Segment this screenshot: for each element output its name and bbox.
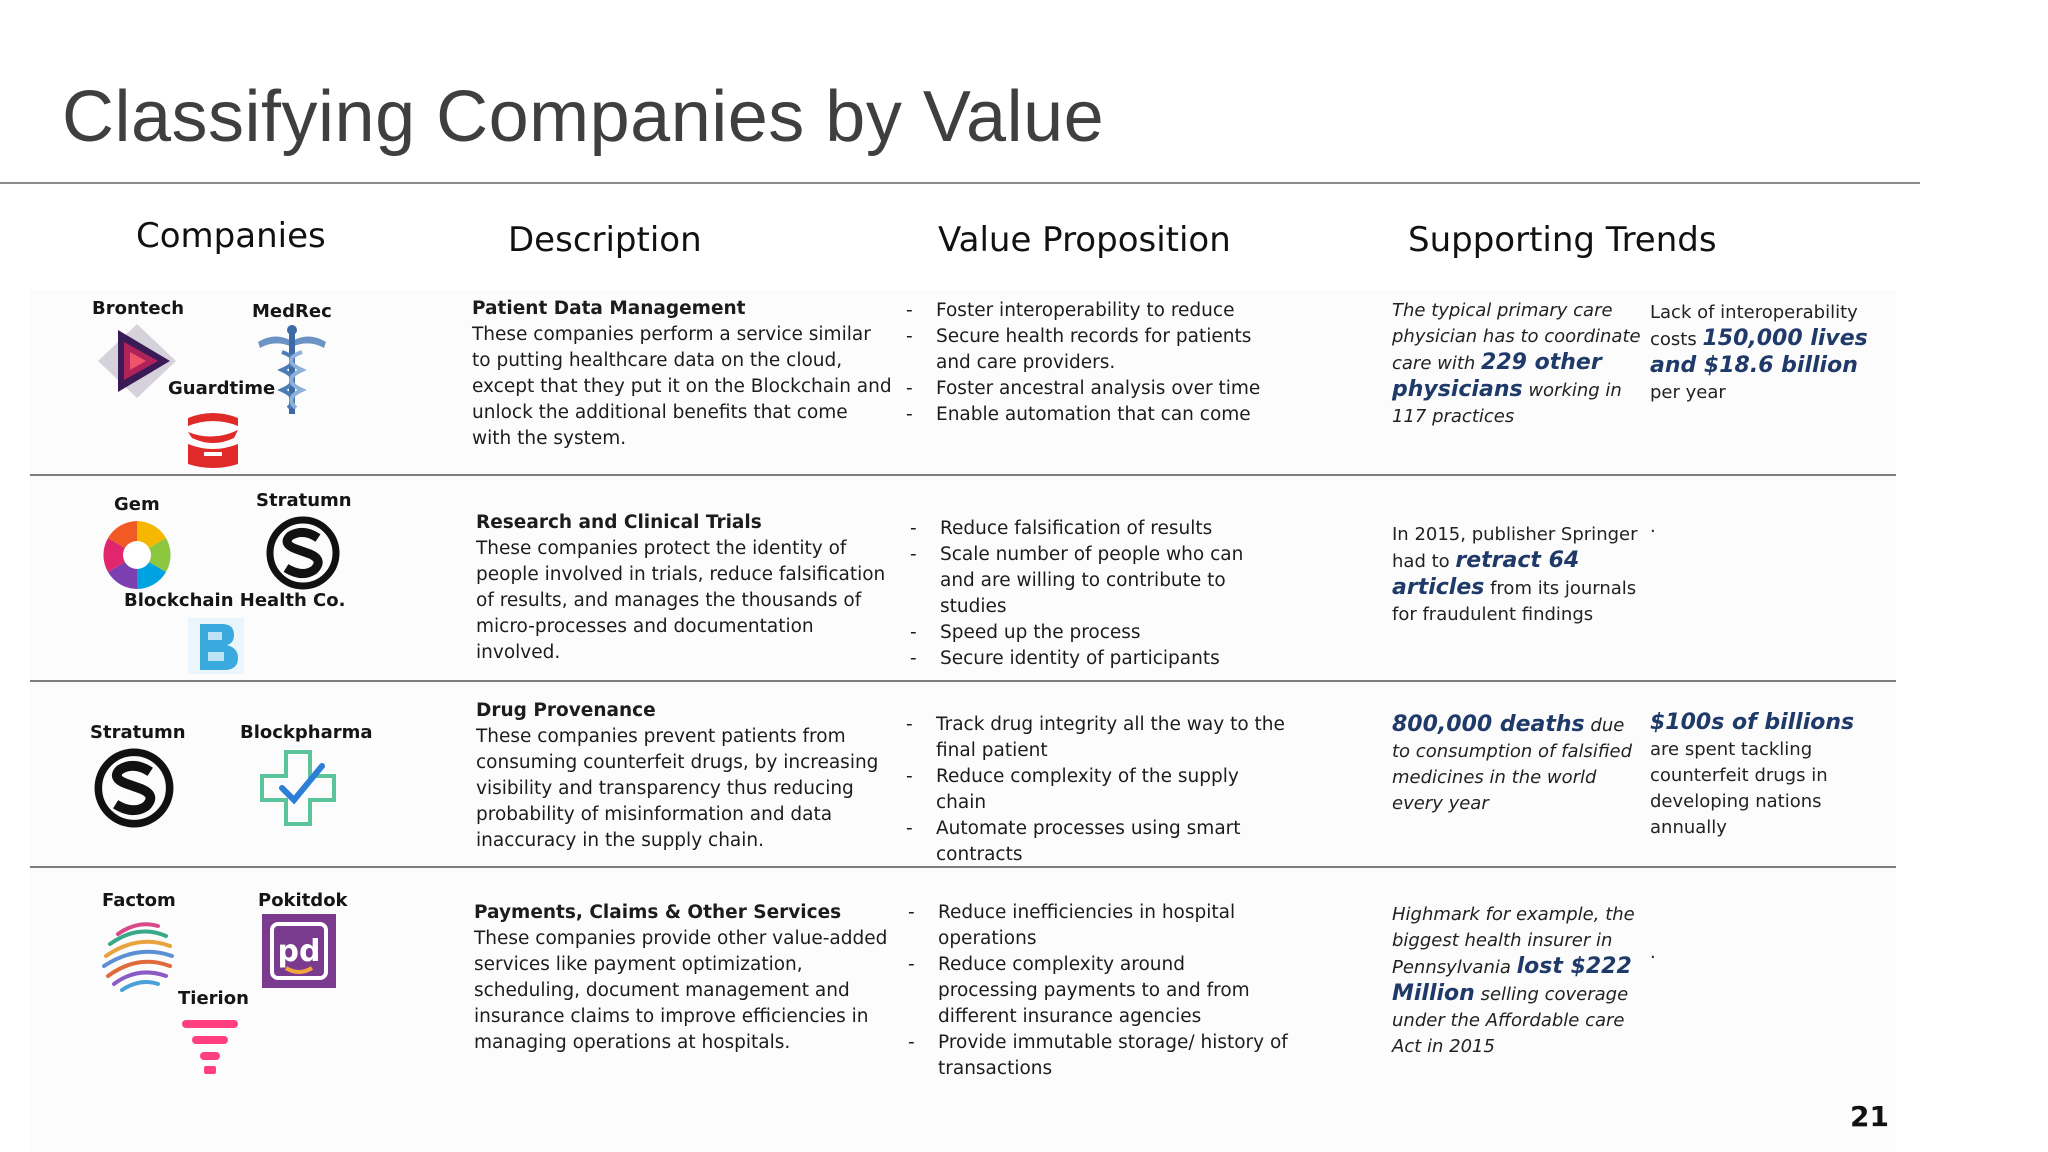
supporting-trend — [1392, 902, 1642, 1060]
description-title: Patient Data Management — [472, 298, 746, 319]
supporting-trend — [1392, 712, 1642, 817]
blockpharma-logo — [258, 748, 338, 828]
trend-text: Lack of interoperability costs — [1650, 302, 1858, 350]
stratumn-logo — [266, 516, 340, 590]
list-item: - Automate processes using smart contracts — [906, 816, 1286, 868]
gem-logo — [102, 520, 172, 590]
list-item: - Reduce complexity of the supply chain — [906, 764, 1286, 816]
slide-title: Classifying Companies by Value — [62, 77, 1105, 157]
trend-text: per year — [1650, 382, 1726, 403]
trend-highlight: retract 64 articles — [1392, 548, 1580, 600]
svg-text:pd: pd — [277, 934, 321, 969]
trend-highlight: 150,000 lives and $18.6 billion — [1650, 326, 1868, 378]
description-body: These companies protect the identity of people involved in trials, reduce falsification of results, and manages the thousands of micro-processes and documentation involved. — [476, 538, 886, 663]
supporting-trend — [1650, 710, 1880, 841]
supporting-trend — [1392, 298, 1642, 430]
page-number: 21 — [1850, 1100, 1889, 1133]
description-body: These companies prevent patients from consuming counterfeit drugs, by increasing visibility and transparency thus reducing probability of misinformation and data inaccuracy in the supply chain. — [476, 726, 879, 851]
company-name: Factom — [102, 890, 176, 911]
header-supporting-trends: Supporting Trends — [1408, 220, 1717, 260]
supporting-trend: . — [1650, 942, 1656, 963]
trend-text: from its journals for fraudulent findings — [1392, 578, 1637, 625]
header-description: Description — [508, 220, 702, 260]
supporting-trend: . — [1650, 516, 1656, 537]
header-companies: Companies — [136, 216, 326, 256]
company-name: Stratumn — [256, 490, 352, 511]
company-name: Pokitdok — [258, 890, 348, 911]
list-item: - Reduce inefficiencies in hospital operations — [908, 900, 1288, 952]
trend-text: Highmark for example, the biggest health insurer in Pennsylvania — [1392, 904, 1635, 978]
guardtime-logo — [184, 410, 242, 468]
list-item: - Track drug integrity all the way to the final patient — [906, 712, 1286, 764]
company-name: Gem — [114, 494, 160, 515]
list-item: - Reduce falsification of results — [910, 516, 1280, 542]
description-cell — [476, 698, 896, 854]
trend-text: In 2015, publisher Springer had to — [1392, 524, 1638, 572]
trend-highlight: lost $222 Million — [1392, 954, 1632, 1006]
tierion-logo — [180, 1016, 240, 1076]
description-body: These companies provide other value-added services like payment optimization, scheduling, document management and insurance claims to improve efficiencies in managing operations at hospitals. — [474, 928, 888, 1053]
description-body: These companies perform a service similar to putting healthcare data on the cloud, except that they put it on the Blockchain and unlock the additional benefits that come with the system. — [472, 324, 892, 449]
medrec-caduceus-icon — [254, 324, 330, 416]
description-cell — [476, 510, 896, 666]
trend-text: selling coverage under the Affordable care Act in 2015 — [1392, 984, 1629, 1057]
pokitdok-logo — [262, 914, 336, 988]
supporting-trend — [1392, 522, 1642, 628]
list-item: - Speed up the process — [910, 620, 1280, 646]
value-proposition-list — [906, 298, 1286, 428]
value-proposition-list — [910, 516, 1280, 672]
description-cell — [472, 296, 892, 452]
brontech-logo — [96, 322, 178, 400]
trend-highlight: $100s of billions — [1650, 710, 1855, 735]
list-item: - Enable automation that can come — [906, 402, 1286, 428]
company-name: MedRec — [252, 301, 332, 322]
company-name: Stratumn — [90, 722, 186, 743]
trend-text: The typical primary care physician has to coordinate care with — [1392, 300, 1641, 374]
list-item: - Foster ancestral analysis over time — [906, 376, 1286, 402]
description-title: Research and Clinical Trials — [476, 512, 762, 533]
list-item: - Provide immutable storage/ history of transactions — [908, 1030, 1288, 1082]
supporting-trend — [1650, 300, 1870, 406]
header-value-proposition: Value Proposition — [938, 220, 1231, 260]
value-proposition-list — [906, 712, 1286, 868]
trend-highlight: 229 other physicians — [1392, 350, 1602, 402]
description-title: Payments, Claims & Other Services — [474, 902, 842, 923]
company-name: Blockpharma — [240, 722, 373, 743]
trend-text: due to consumption of falsified medicines in the world every year — [1392, 715, 1633, 814]
blockchain-health-logo — [188, 618, 244, 674]
value-proposition-list — [908, 900, 1288, 1082]
company-name: Guardtime — [168, 378, 276, 399]
company-name: Brontech — [92, 298, 185, 319]
description-title: Drug Provenance — [476, 700, 656, 721]
factom-logo — [96, 916, 180, 996]
list-item: - Scale number of people who can and are willing to contribute to studies — [910, 542, 1280, 620]
list-item: - Secure health records for patients and care providers. — [906, 324, 1286, 376]
stratumn-logo — [94, 748, 174, 828]
trend-highlight: 800,000 deaths — [1392, 712, 1585, 737]
trend-text: working in 117 practices — [1392, 380, 1622, 427]
description-cell — [474, 900, 894, 1056]
company-name: Tierion — [178, 988, 249, 1009]
list-item: - Secure identity of participants — [910, 646, 1280, 672]
list-item: - Reduce complexity around processing payments to and from different insurance agencies — [908, 952, 1288, 1030]
trend-text: are spent tackling counterfeit drugs in developing nations annually — [1650, 739, 1828, 838]
list-item: - Foster interoperability to reduce — [906, 298, 1286, 324]
company-name: Blockchain Health Co. — [124, 590, 346, 611]
title-divider — [0, 182, 1920, 184]
